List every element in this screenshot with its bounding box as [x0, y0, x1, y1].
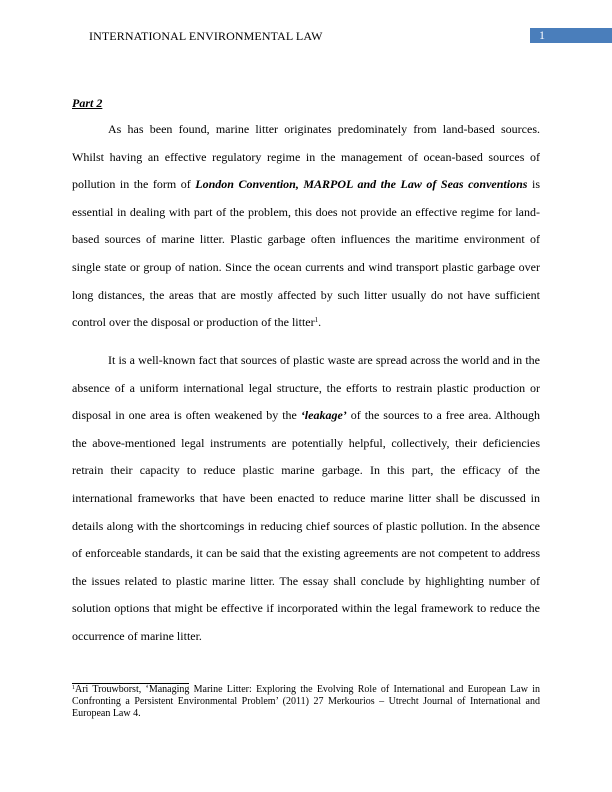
emphasized-text: ‘leakage’ — [300, 408, 347, 423]
header-title: INTERNATIONAL ENVIRONMENTAL LAW — [89, 29, 323, 43]
body-paragraph — [72, 347, 540, 651]
body-paragraph — [72, 116, 540, 337]
paragraph-text: As has been found, marine litter originates predominately from land-based sources. Whilst having an effective regulatory regime in the management of ocean-based sources of pollution in the form of — [72, 122, 540, 192]
section-heading: Part 2 — [72, 96, 103, 110]
paragraph-end: . — [318, 315, 322, 330]
paragraph-text: is essential in dealing with part of the problem, this does not provide an effective regime for land-based sources of marine litter. Plastic garbage often influences the maritime environment of single state or group of nation. Since the ocean currents and wind transport plastic garbage over long distances, the areas that are mostly affected by such litter usually do not have sufficient control over the disposal or production of the litter — [72, 177, 540, 330]
page-number: 1 — [539, 28, 545, 42]
footnote-text: Ari Trouwborst, ‘Managing Marine Litter: Exploring the Evolving Role of International and European Law in Confronting a Persistent Environmental Problem’ (2011) 27 Merkourios – Utrecht Journal of International and European Law 4. — [72, 684, 540, 719]
emphasized-text: London Convention, MARPOL and the Law of Seas conventions — [195, 177, 528, 192]
footnote-marker: 1 — [72, 685, 75, 691]
paragraph-text: of the sources to a free area. Although the above-mentioned legal instruments are potentially helpful, collectively, their deficiencies retrain their capacity to reduce plastic marine garbage. In this part, the efficacy of the international frameworks that have been enacted to reduce marine litter shall be discussed in details along with the shortcomings in reducing chief sources of plastic pollution. In the absence of enforceable standards, it can be said that the existing agreements are not competent to address the issues related to plastic marine litter. The essay shall conclude by highlighting number of solution options that might be effective if incorporated within the legal framework to reduce the occurrence of marine litter. — [72, 408, 540, 643]
footnote-reference[interactable]: 1 — [314, 316, 319, 325]
footnote — [72, 684, 540, 720]
paragraph-text: It is a well-known fact that sources of plastic waste are spread across the world and in the absence of a uniform international legal structure, the efforts to restrain plastic production or disposal in one area is often weakened by the — [72, 353, 540, 423]
page-number-badge — [530, 28, 612, 43]
